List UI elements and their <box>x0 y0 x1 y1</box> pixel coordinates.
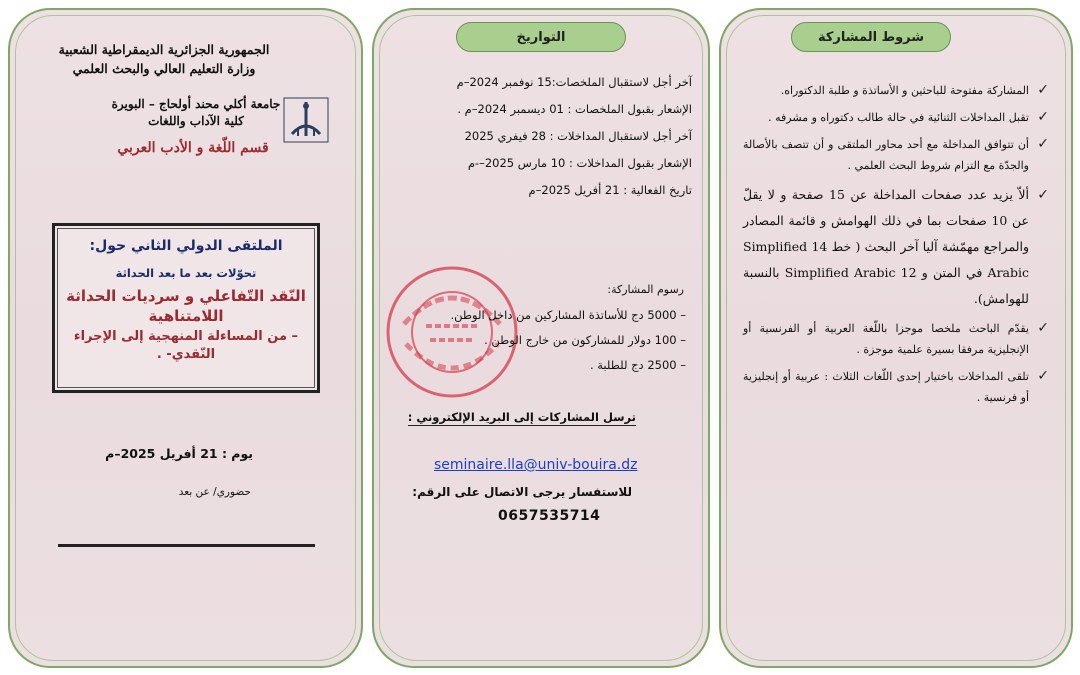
condition-text: أن تتوافق المداخلة مع أحد محاور الملتقى و أن تتصف بالأصالة والجدّة مع التزام شروط البحث العلمي . <box>743 138 1029 172</box>
university-name: جامعة أكلي محند أولحاج – البويرة <box>111 97 281 111</box>
condition-item <box>743 366 1049 408</box>
date-item: آخر أجل لاستقبال المداخلات : 28 فيفري 2025 <box>464 129 692 143</box>
checkmark-icon: ✓ <box>1037 82 1049 98</box>
condition-text: تلقى المداخلات باختيار إحدى اللّغات الثلاث : عربية أو إنجليزية أو فرنسية . <box>743 370 1029 404</box>
fee-item: – 100 دولار للمشاركون من خارج الوطن . <box>484 333 686 347</box>
checkmark-icon: ✓ <box>1037 136 1049 152</box>
fees-list <box>416 303 686 378</box>
faculty-name: كلية الآداب واللغات <box>148 114 244 128</box>
condition-text: ألاّ يزيد عدد صفحات المداخلة عن 15 صفحة و لا يقلّ عن 10 صفحات بما في ذلك الهوامش و قائمة المصادر والمراجع مهمّشة آليا آخر البحث ( خط 14 Simplified Arabic في المتن و 12 Simplified Arabic بالنسبة للهوامش). <box>743 187 1030 306</box>
conference-subtitle: تحوّلات بعد ما بعد الحداثة <box>115 266 257 280</box>
conditions-list <box>743 80 1049 414</box>
left-panel <box>8 8 363 668</box>
fee-item: – 2500 دج للطلبة . <box>589 358 686 372</box>
dates-list <box>396 72 692 207</box>
checkmark-icon: ✓ <box>1037 109 1049 125</box>
university-info <box>91 96 301 130</box>
conditions-header: شروط المشاركة <box>791 22 951 52</box>
checkmark-icon: ✓ <box>1037 187 1049 203</box>
fees-title: رسوم المشاركة: <box>607 283 684 296</box>
ministry-line-2: وزارة التعليم العالي والبحث العلمي <box>72 61 256 76</box>
conference-tagline: – من المساءلة المنهجية إلى الإجراء النّقدي- . <box>73 329 299 362</box>
send-instructions: ترسل المشاركات إلى البريد الإلكتروني : <box>407 410 636 424</box>
ministry-line-1: الجمهورية الجزائرية الديمقراطية الشعبية <box>58 42 270 57</box>
condition-item <box>743 134 1049 176</box>
divider <box>58 544 315 547</box>
contact-email-link[interactable]: seminaire.lla@univ-bouira.dz <box>434 457 638 473</box>
ministry-header <box>29 40 299 78</box>
condition-text: يقدّم الباحث ملخصا موجزا باللّغة العربية أو الفرنسية أو الإنجليزية مرفقا بسيرة علمية موجزة . <box>743 322 1029 356</box>
conference-title: النّقد التّفاعلي و سرديات الحداثة اللامتناهية <box>66 287 306 325</box>
contact-phone: 0657535714 <box>498 508 601 524</box>
date-item: تاريخ الفعالية : 21 أفريل 2025–م <box>528 183 692 197</box>
date-item: آخر أجل لاستقبال الملخصات:15 نوفمبر 2024–م <box>456 75 692 89</box>
condition-item <box>743 182 1049 312</box>
event-date: يوم : 21 أفريل 2025–م <box>105 446 253 461</box>
department-name: قسم اللّغة و الأدب العربي <box>117 140 269 156</box>
checkmark-icon: ✓ <box>1037 368 1049 384</box>
contact-instructions: للاستفسار يرجى الاتصال على الرقم: <box>412 485 632 499</box>
right-panel <box>719 8 1073 668</box>
condition-text: المشاركة مفتوحة للباحثين و الأساتذة و طلبة الدكتوراه. <box>780 84 1029 97</box>
dates-header: التواريخ <box>456 22 626 52</box>
conference-intro: الملتقى الدولي الثاني حول: <box>89 238 283 254</box>
middle-panel <box>372 8 710 668</box>
condition-item <box>743 318 1049 360</box>
condition-item <box>743 80 1049 101</box>
conference-title-box <box>52 223 320 393</box>
event-mode: حضوري/ عن بعد <box>178 486 251 498</box>
condition-text: تقبل المداخلات الثنائية في حالة طالب دكتوراه و مشرفه . <box>768 111 1029 124</box>
date-item: الإشعار بقبول المداخلات : 10 مارس 2025–-م <box>467 156 692 170</box>
condition-item <box>743 107 1049 128</box>
date-item: الإشعار بقبول الملخصات : 01 ديسمبر 2024–م . <box>457 102 692 116</box>
checkmark-icon: ✓ <box>1037 320 1049 336</box>
fee-item: – 5000 دج للأساتذة المشاركين من داخل الوطن. <box>450 308 686 322</box>
